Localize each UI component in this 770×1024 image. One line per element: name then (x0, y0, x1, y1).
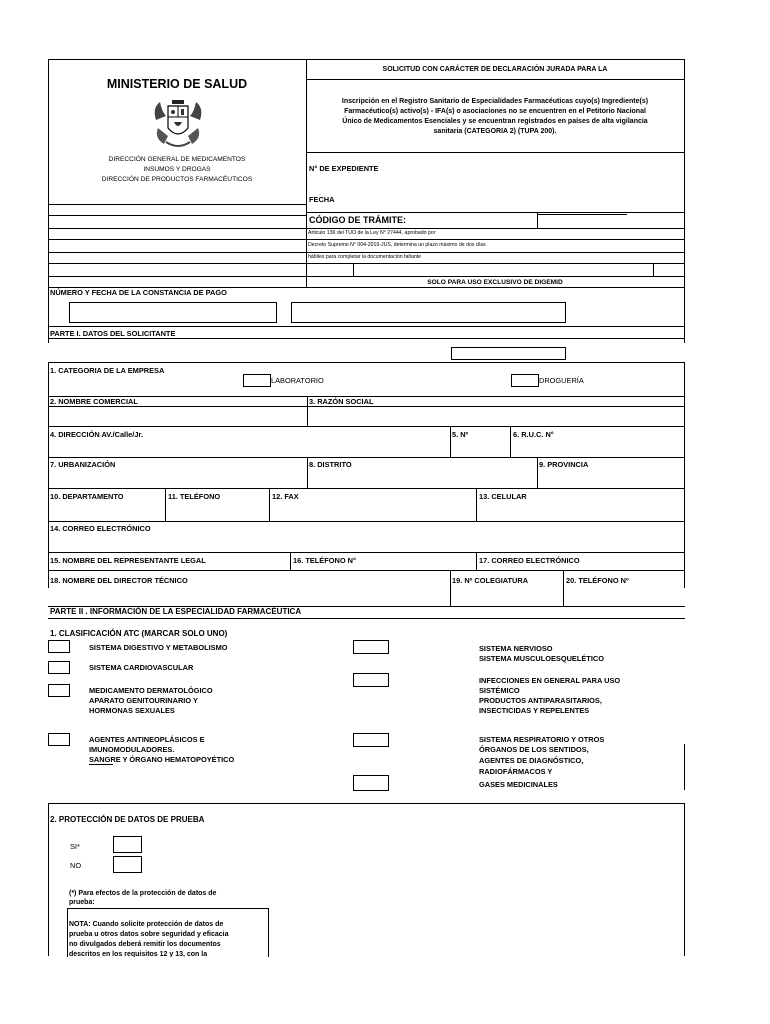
payment-date-input[interactable] (291, 302, 566, 323)
rule (684, 744, 685, 790)
direccion-label: 4. DIRECCIÓN AV./Calle/Jr. (50, 430, 143, 439)
rule (48, 215, 306, 216)
rule (510, 426, 511, 458)
laboratorio-label: LABORATORIO (271, 376, 324, 385)
payment-label: NÚMERO Y FECHA DE LA CONSTANCIA DE PAGO (50, 288, 227, 297)
codigo-input[interactable] (540, 215, 626, 226)
urbanizacion-label: 7. URBANIZACIÓN (50, 460, 116, 469)
rule (48, 521, 685, 522)
telefono-label: 11. TELÉFONO (168, 492, 221, 501)
desc-line-3: Único de Medicamentos Esenciales y se encuentran registrados en países de alta vigilancia (342, 118, 648, 125)
drogueria-checkbox[interactable] (511, 374, 539, 387)
form-top-border (48, 59, 685, 60)
rule (537, 213, 538, 228)
atc-title: 1. CLASIFICACIÓN ATC (MARCAR SOLO UNO) (50, 629, 228, 638)
exclusive-use-label: SOLO PARA USO EXCLUSIVO DE DIGEMID (427, 279, 563, 286)
protection-title: 2. PROTECCIÓN DE DATOS DE PRUEBA (50, 815, 205, 824)
rule (48, 228, 306, 229)
rule (307, 396, 308, 427)
dept-line-3: DIRECCIÓN DE PRODUCTOS FARMACÉUTICOS (101, 176, 253, 183)
numero-label: 5. Nº (452, 430, 469, 439)
note-box (67, 908, 269, 957)
dept-line-1: DIRECCIÓN GENERAL DE MEDICAMENTOS (108, 156, 246, 163)
fecha-label: FECHA (309, 195, 335, 204)
rule (269, 488, 270, 522)
director-label: 18. NOMBRE DEL DIRECTOR TÉCNICO (50, 576, 188, 585)
part2-title: PARTE II . INFORMACIÓN DE LA ESPECIALIDAD FARMACÉUTICA (50, 607, 302, 616)
atc-option: APARATO GENITOURINARIO Y (89, 696, 198, 705)
no-label: NO (70, 861, 82, 870)
rule (48, 362, 685, 363)
rule (537, 457, 538, 488)
request-title: SOLICITUD CON CARÁCTER DE DECLARACIÓN JURADA PARA LA (382, 66, 608, 73)
atc-option: SISTEMA NERVIOSO (479, 644, 553, 653)
part1-title: PARTE I. DATOS DEL SOLICITANTE (50, 329, 176, 338)
atc-option: INFECCIONES EN GENERAL PARA USO (479, 676, 621, 685)
atc-option: SISTEMA CARDIOVASCULAR (89, 663, 194, 672)
rule (48, 488, 685, 489)
correo-rep-label: 17. CORREO ELECTRÓNICO (479, 556, 580, 565)
part1-input[interactable] (451, 347, 566, 360)
note-line-4: descritos en los requisitos 12 y 13, con la (69, 951, 208, 957)
nombre-comercial-label: 2. NOMBRE COMERCIAL (50, 397, 138, 406)
atc-option: SISTEMA DIGESTIVO Y METABOLISMO (89, 643, 228, 652)
rule (48, 276, 306, 277)
rule (48, 263, 306, 264)
atc-checkbox-antineoplasicos[interactable] (48, 733, 70, 746)
desc-line-2: Farmacéutico(s) activo(s) - IFA(s) o asociaciones no se encuentren en el Petitorio Nacional (344, 108, 646, 115)
rule (306, 252, 684, 253)
atc-option: SISTEMA RESPIRATORIO Y OTROS (479, 735, 605, 744)
atc-option: INSECTICIDAS Y REPELENTES (479, 706, 590, 715)
note-line-2: prueba u otros datos sobre seguridad y eficacia (69, 931, 229, 938)
rule (165, 488, 166, 522)
rule (48, 338, 685, 339)
tel-dir-label: 20. TELÉFONO Nº (566, 576, 629, 585)
digemid-input[interactable] (354, 264, 652, 275)
note-line-3: no divulgados deberá remitir los documentos (69, 941, 221, 948)
atc-option: HORMONAS SEXUALES (89, 706, 175, 715)
rule (48, 552, 685, 553)
rule (48, 326, 685, 327)
celular-label: 13. CELULAR (479, 492, 527, 501)
rule (307, 457, 308, 488)
atc-option: GASES MEDICINALES (479, 780, 558, 789)
no-checkbox[interactable] (113, 856, 142, 873)
rep-legal-label: 15. NOMBRE DEL REPRESENTANTE LEGAL (50, 556, 206, 565)
rule (306, 79, 684, 80)
si-checkbox[interactable] (113, 836, 142, 853)
atc-option: AGENTES ANTINEOPLÁSICOS E (89, 735, 205, 744)
rule (48, 252, 306, 253)
razon-social-label: 3. RAZÓN SOCIAL (309, 397, 374, 406)
ministry-name: MINISTERIO DE SALUD (106, 77, 248, 91)
form-left-border (48, 59, 49, 343)
atc-option: RADIOFÁRMACOS Y (479, 767, 553, 776)
laboratorio-checkbox[interactable] (243, 374, 271, 387)
atc-checkbox-gases[interactable] (353, 775, 389, 791)
rule (48, 204, 306, 205)
company-category-label: 1. CATEGORIA DE LA EMPRESA (50, 366, 165, 375)
rule (306, 152, 684, 153)
atc-checkbox-cardiovascular[interactable] (48, 661, 70, 674)
desc-line-1: Inscripción en el Registro Sanitario de Especialidades Farmacéuticas cuyo(s) Ingrediente(s) (341, 98, 649, 105)
atc-checkbox-digestivo[interactable] (48, 640, 70, 653)
note-line-1: NOTA: Cuando solicite protección de datos de (69, 921, 224, 928)
rule (48, 426, 685, 427)
departamento-label: 10. DEPARTAMENTO (50, 492, 124, 501)
rule (306, 276, 684, 277)
codigo-label: CÓDIGO DE TRÁMITE: (309, 215, 406, 225)
rule (48, 406, 685, 407)
desc-line-4: sanitaria (CATEGORIA 2) (TUPA 200). (433, 128, 557, 135)
footnote-line-2: prueba: (69, 899, 95, 906)
atc-checkbox-dermatologico[interactable] (48, 684, 70, 697)
atc-option: SISTÉMICO (479, 686, 520, 695)
rule (563, 570, 564, 607)
rule (48, 457, 685, 458)
rule (653, 263, 654, 276)
rule (476, 552, 477, 570)
atc-option: ÓRGANOS DE LOS SENTIDOS, (479, 745, 589, 754)
rule (290, 552, 291, 570)
rule (48, 618, 685, 619)
rule (48, 803, 685, 804)
rule (306, 239, 684, 240)
fax-label: 12. FAX (272, 492, 299, 501)
rule (306, 212, 684, 213)
atc-option: AGENTES DE DIAGNÓSTICO, (479, 756, 584, 765)
rule (48, 239, 306, 240)
footnote-line-1: (*) Para efectos de la protección de datos de (69, 890, 217, 897)
atc-checkbox-respiratorio[interactable] (353, 733, 389, 747)
provincia-label: 9. PROVINCIA (539, 460, 589, 469)
atc-option: IMUNOMODULADORES. (89, 745, 175, 754)
rule (306, 228, 684, 229)
distrito-label: 8. DISTRITO (309, 460, 352, 469)
coat-of-arms-icon (150, 98, 206, 150)
payment-number-input[interactable] (69, 302, 277, 323)
atc-checkbox-nervioso[interactable] (353, 640, 389, 654)
rule (48, 570, 685, 571)
rule (450, 426, 451, 458)
ruc-label: 6. R.U.C. N° (513, 430, 554, 439)
legal-line-3: hábiles para completar la documentación faltante (308, 254, 422, 260)
form-right-border (684, 59, 685, 343)
correo-label: 14. CORREO ELECTRÓNICO (50, 524, 151, 533)
rule (476, 488, 477, 522)
legal-line-2: Decreto Supremo N° 004-2019-JUS, determina un plazo máximo de dos días (308, 242, 486, 248)
rule (684, 803, 685, 956)
rule (89, 764, 113, 765)
atc-option: SANGRE Y ÓRGANO HEMATOPOYÉTICO (89, 755, 235, 764)
tel-rep-label: 16. TELÉFONO N° (293, 556, 356, 565)
rule (48, 803, 49, 956)
atc-option: PRODUCTOS ANTIPARASITARIOS, (479, 696, 602, 705)
legal-line-1: Articulo 136 del TUO de la Ley N° 27444, aprobado por (308, 230, 436, 236)
dept-line-2: INSUMOS Y DROGAS (143, 166, 211, 173)
expediente-label: N° DE EXPEDIENTE (309, 164, 379, 173)
colegiatura-label: 19. Nº COLEGIATURA (452, 576, 529, 585)
rule (450, 570, 451, 607)
drogueria-label: DROGUERÍA (539, 376, 584, 385)
atc-option: SISTEMA MUSCULOESQUELÉTICO (479, 654, 604, 663)
atc-option: MEDICAMENTO DERMATOLÓGICO (89, 686, 213, 695)
atc-checkbox-infecciones[interactable] (353, 673, 389, 687)
si-label: SI* (70, 842, 80, 851)
